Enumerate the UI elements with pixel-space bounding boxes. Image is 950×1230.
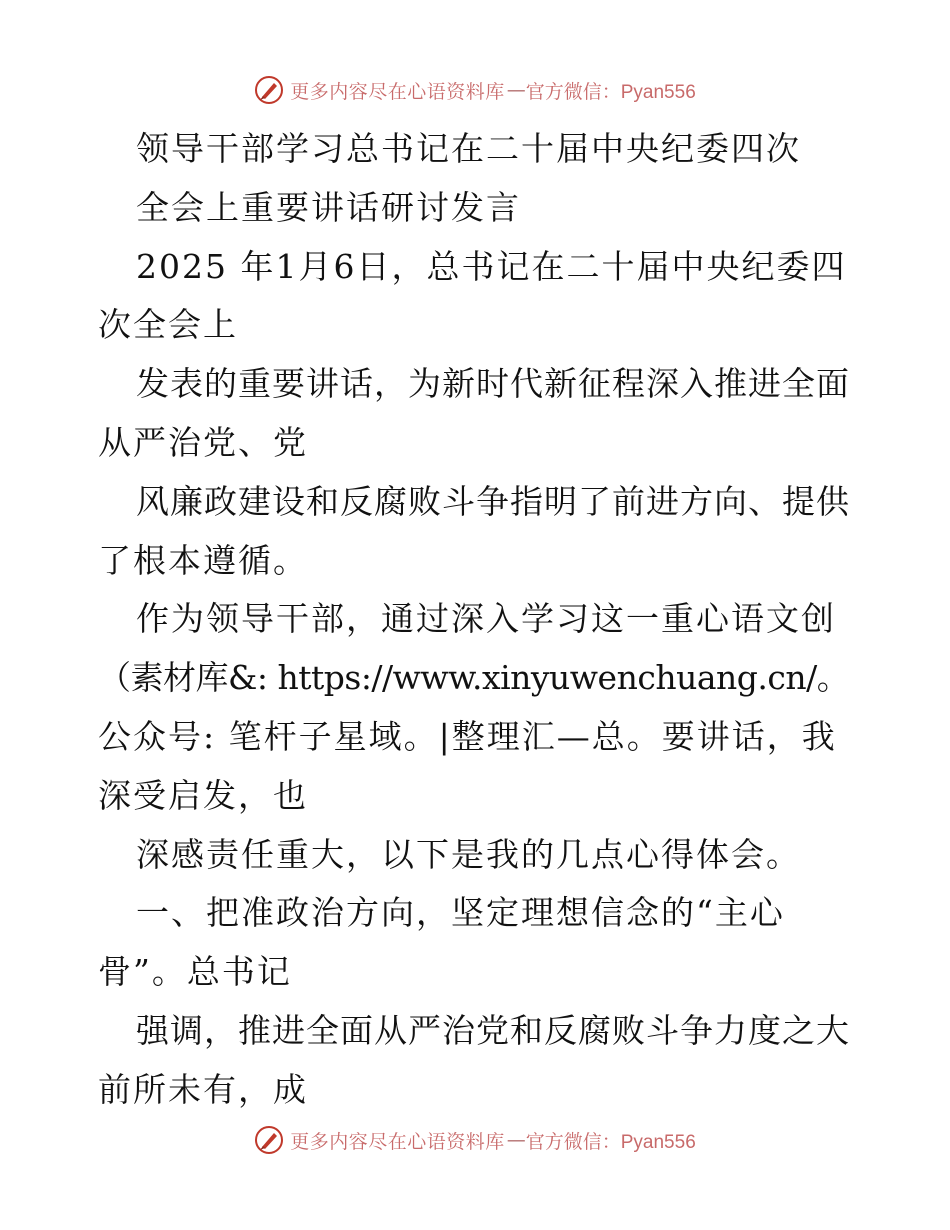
quill-pen-logo-icon: [254, 75, 284, 105]
document-body: [98, 120, 858, 1120]
document-line: （素材库&: https://www.xinyuwenchuang.cn/。: [98, 658, 850, 698]
document-line: 了根本遵循。: [98, 540, 308, 580]
watermark-wechat-text: 官方微信：Pyan556: [525, 81, 696, 103]
document-line: 强调，推进全面从严治党和反腐败斗争力度之大: [136, 1010, 850, 1050]
document-line: 风廉政建设和反腐败斗争指明了前进方向、提供: [136, 481, 850, 521]
document-line: 公众号: 笔杆子星域。|整理汇—总。要讲话，我: [98, 716, 837, 756]
document-line: 发表的重要讲话，为新时代新征程深入推进全面: [136, 364, 850, 404]
document-line: 骨”。总书记: [98, 952, 292, 992]
document-line: 全会上重要讲话研讨发言: [136, 187, 521, 227]
header-watermark: [0, 70, 950, 110]
document-line: 作为领导干部，通过深入学习这一重心语文创: [136, 599, 836, 639]
watermark-brand-text: 更多内容尽在心语资料库: [290, 80, 505, 103]
document-line: 2025 年1月6日，总书记在二十届中央纪委四: [136, 246, 847, 286]
document-line: 深感责任重大，以下是我的几点心得体会。: [136, 834, 801, 874]
document-line: 深受启发，也: [98, 775, 308, 815]
document-line: 前所未有，成: [98, 1069, 308, 1109]
document-line: 领导干部学习总书记在二十届中央纪委四次: [136, 129, 801, 168]
watermark-separator: —: [506, 1129, 526, 1151]
watermark-separator: —: [506, 79, 526, 101]
document-line: 从严治党、党: [98, 422, 308, 462]
footer-watermark: [0, 1120, 950, 1160]
quill-pen-logo-icon: [254, 1125, 284, 1155]
document-line: 一、把准政治方向，坚定理想信念的“主心: [136, 893, 785, 933]
watermark-brand-text: 更多内容尽在心语资料库: [290, 1130, 505, 1153]
watermark-wechat-text: 官方微信：Pyan556: [525, 1131, 696, 1153]
document-line: 次全会上: [98, 305, 238, 345]
